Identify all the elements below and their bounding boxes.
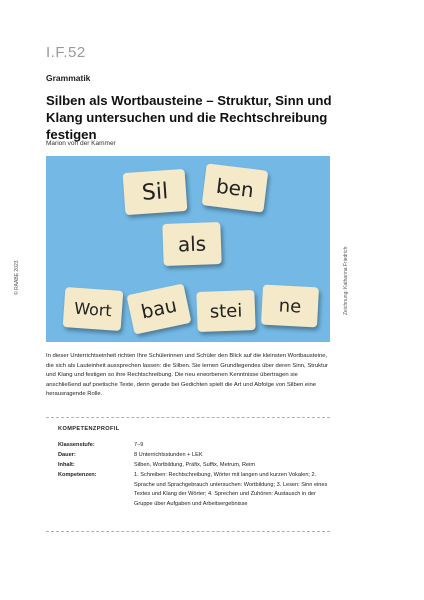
profile-value: 1. Schreiben: Rechtschreibung, Wörter mit langen und kurzen Vokalen; 2. Sprache und Sprachgebrauch untersuchen: Wortbildung; 3. Lesen: Sinn eines Textes und Klang der Wörter; 4. Sprechen und Zuhören: Austausch in der Gruppe über Aufgaben und Arbeitsergebnisse (134, 472, 328, 507)
document-code: I.F.52 (46, 44, 86, 61)
syllable-tile: Sil (123, 169, 188, 215)
syllable-tile: als (162, 222, 221, 266)
profile-label: Kompetenzen: (58, 472, 97, 478)
syllable-tile: ben (202, 163, 269, 212)
profile-value: 7–9 (134, 442, 144, 448)
profile-heading: KOMPETENZPROFIL (58, 426, 120, 432)
profile-label: Inhalt: (58, 462, 75, 468)
syllable-tile: stei (196, 290, 255, 332)
divider-bottom (46, 531, 330, 532)
author-name: Marion von der Kammer (46, 140, 116, 147)
intro-paragraph: In dieser Unterrichtseinheit richten Ihre Schülerinnen und Schüler den Blick auf die kleinsten Wortbausteine, die sich als Lauteinheit aussprechen lassen: die Silben. Sie lernen Grundlegendes über deren Sinn, Struktur und Klang und festigen so ihre Rechtschreibung. Die neu erworbenen Kenntnisse übertragen sie anschließend auf poetische Texte, denn gerade bei Gedichten spielt die Art und Abfolge von Silben eine herausragende Rolle. (46, 353, 328, 398)
hero-illustration (46, 156, 330, 342)
profile-label: Klassenstufe: (58, 442, 95, 448)
profile-value: 8 Unterrichtsstunden + LEK (134, 452, 203, 458)
syllable-tile: bau (126, 283, 191, 334)
page-title: Silben als Wortbausteine – Struktur, Sinn und Klang untersuchen und die Rechtschreibung festigen (46, 93, 332, 142)
divider-top (46, 417, 330, 418)
profile-label: Dauer: (58, 452, 76, 458)
syllable-tile: ne (261, 285, 319, 328)
copyright-note: © RAABE 2023 (14, 260, 20, 295)
section-label: Grammatik (46, 73, 91, 83)
illustration-credit: Zeichnung: Katharina Friedrich (343, 246, 349, 315)
profile-value: Silben, Wortbildung, Präfix, Suffix, Metrum, Reim (134, 462, 256, 468)
syllable-tile: Wort (63, 287, 124, 331)
